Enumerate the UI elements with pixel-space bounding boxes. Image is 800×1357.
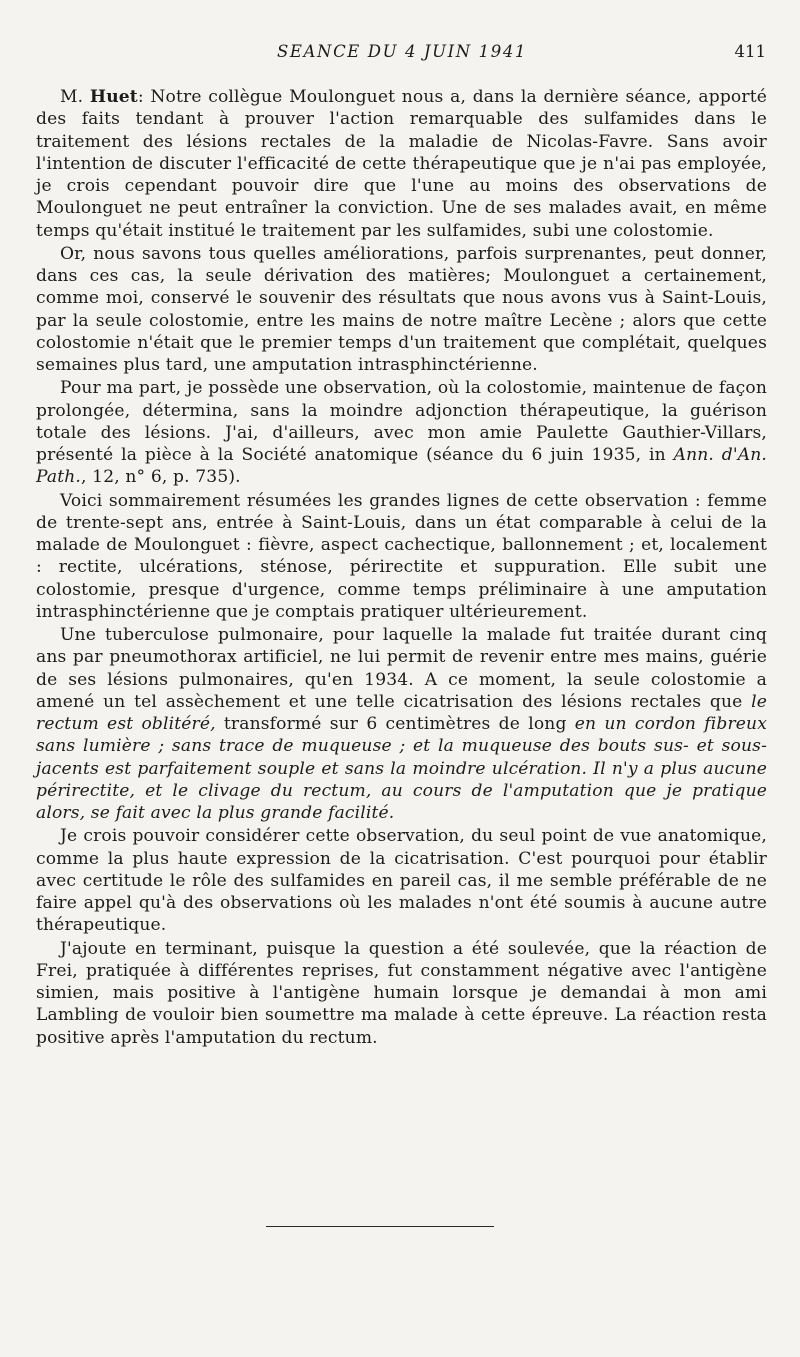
paragraph-7: J'ajoute en terminant, puisque la question a été soulevée, que la réaction de Frei, pratiquée à différentes reprises, fut constamment négative avec l'antigène simien, mais positive à l'antigène humain lorsque je demandai à mon ami Lambling de vouloir bien soumettre ma malade à cette épreuve. La réaction resta positive après l'amputation du rectum. [36,938,767,1048]
speaker-name: Huet [89,87,138,107]
paragraph-4: Voici sommairement résumées les grandes lignes de cette observation : femme de trente-sept ans, entrée à Saint-Louis, dans un état comparable à celui de la malade de Moulonguet : fièvre, aspect cachectique, ballonnement ; et, localement : rectite, ulcérations, sténose, périrectite et suppuration. Elle subit une colostomie, presque d'urgence, comme temps préliminaire à une amputation intrasphinctérienne que je comptais pratiquer ultérieurement. [36,490,767,622]
paragraph-5 [36,624,767,824]
section-divider [266,1226,494,1227]
running-header [36,40,768,64]
paragraph-5-italic-1: le rectum est oblitéré, [36,691,767,734]
body-text [36,86,767,1050]
journal-title: Ann. d'An. Path. [36,445,767,488]
paragraph-3-text-b: , 12, n° 6, p. 735). [81,467,241,488]
paragraph-5-text-b: transformé sur 6 centimètres de long [215,714,575,734]
paragraph-3 [36,377,767,488]
speaker-prefix: M. [60,87,90,107]
paragraph-5-italic-2: en un cordon fibreux sans lumière ; sans trace de muqueuse ; et la muqueuse des bouts sus- et sous-jacents est parfaitement souple et sans la moindre ulcération. Il n'y a plus aucune périrectite, et le clivage du rectum, au cours de l'amputation que je pratique alors, se fait avec la plus grande facilité. [36,714,767,823]
header-title: SEANCE DU 4 JUIN 1941 [276,42,528,61]
page-number: 411 [734,42,766,61]
paragraph-5-text-a: Une tuberculose pulmonaire, pour laquelle la malade fut traitée durant cinq ans par pneumothorax artificiel, ne lui permit de revenir entre mes mains, guérie de ses lésions pulmonaires, qu'en 1934. A ce moment, la seule colostomie a amené un tel assèchement et une telle cicatrisation des lésions rectales que [36,625,767,712]
paragraph-2: Or, nous savons tous quelles améliorations, parfois surprenantes, peut donner, dans ces cas, la seule dérivation des matières; Moulonguet a certainement, comme moi, conservé le souvenir des résultats que nous avons vus à Saint-Louis, par la seule colostomie, entre les mains de notre maître Lecène ; alors que cette colostomie n'était que le premier temps d'un traitement que complétait, quelques semaines plus tard, une amputation intrasphinctérienne. [36,243,767,375]
paragraph-3-text-a: Pour ma part, je possède une observation, où la colostomie, maintenue de façon prolongée, détermina, sans la moindre adjonction thérapeutique, la guérison totale des lésions. J'ai, d'ailleurs, avec mon amie Paulette Gauthier-Villars, présenté la pièce à la Société anatomique (séance du 6 juin 1935, in [36,378,767,465]
paragraph-6: Je crois pouvoir considérer cette observation, du seul point de vue anatomique, comme la plus haute expression de la cicatrisation. C'est pourquoi pour établir avec certitude le rôle des sulfamides en pareil cas, il me semble préférable de ne faire appel qu'à des observations où les malades n'ont été soumis à aucune autre thérapeutique. [36,826,767,936]
paragraph-1-text: : Notre collègue Moulonguet nous a, dans la dernière séance, apporté des faits tendant à prouver l'action remarquable des sulfamides dans le traitement des lésions rectales de la maladie de Nicolas-Favre. Sans avoir l'intention de discuter l'efficacité de cette thérapeutique que je n'ai pas employée, je crois cependant pouvoir dire que l'une au moins des observations de Moulonguet ne peut entraîner la conviction. Une de ses malades avait, en même temps qu'était institué le traitement par les sulfamides, subi une colostomie. [36,87,767,241]
paragraph-1 [36,86,767,242]
